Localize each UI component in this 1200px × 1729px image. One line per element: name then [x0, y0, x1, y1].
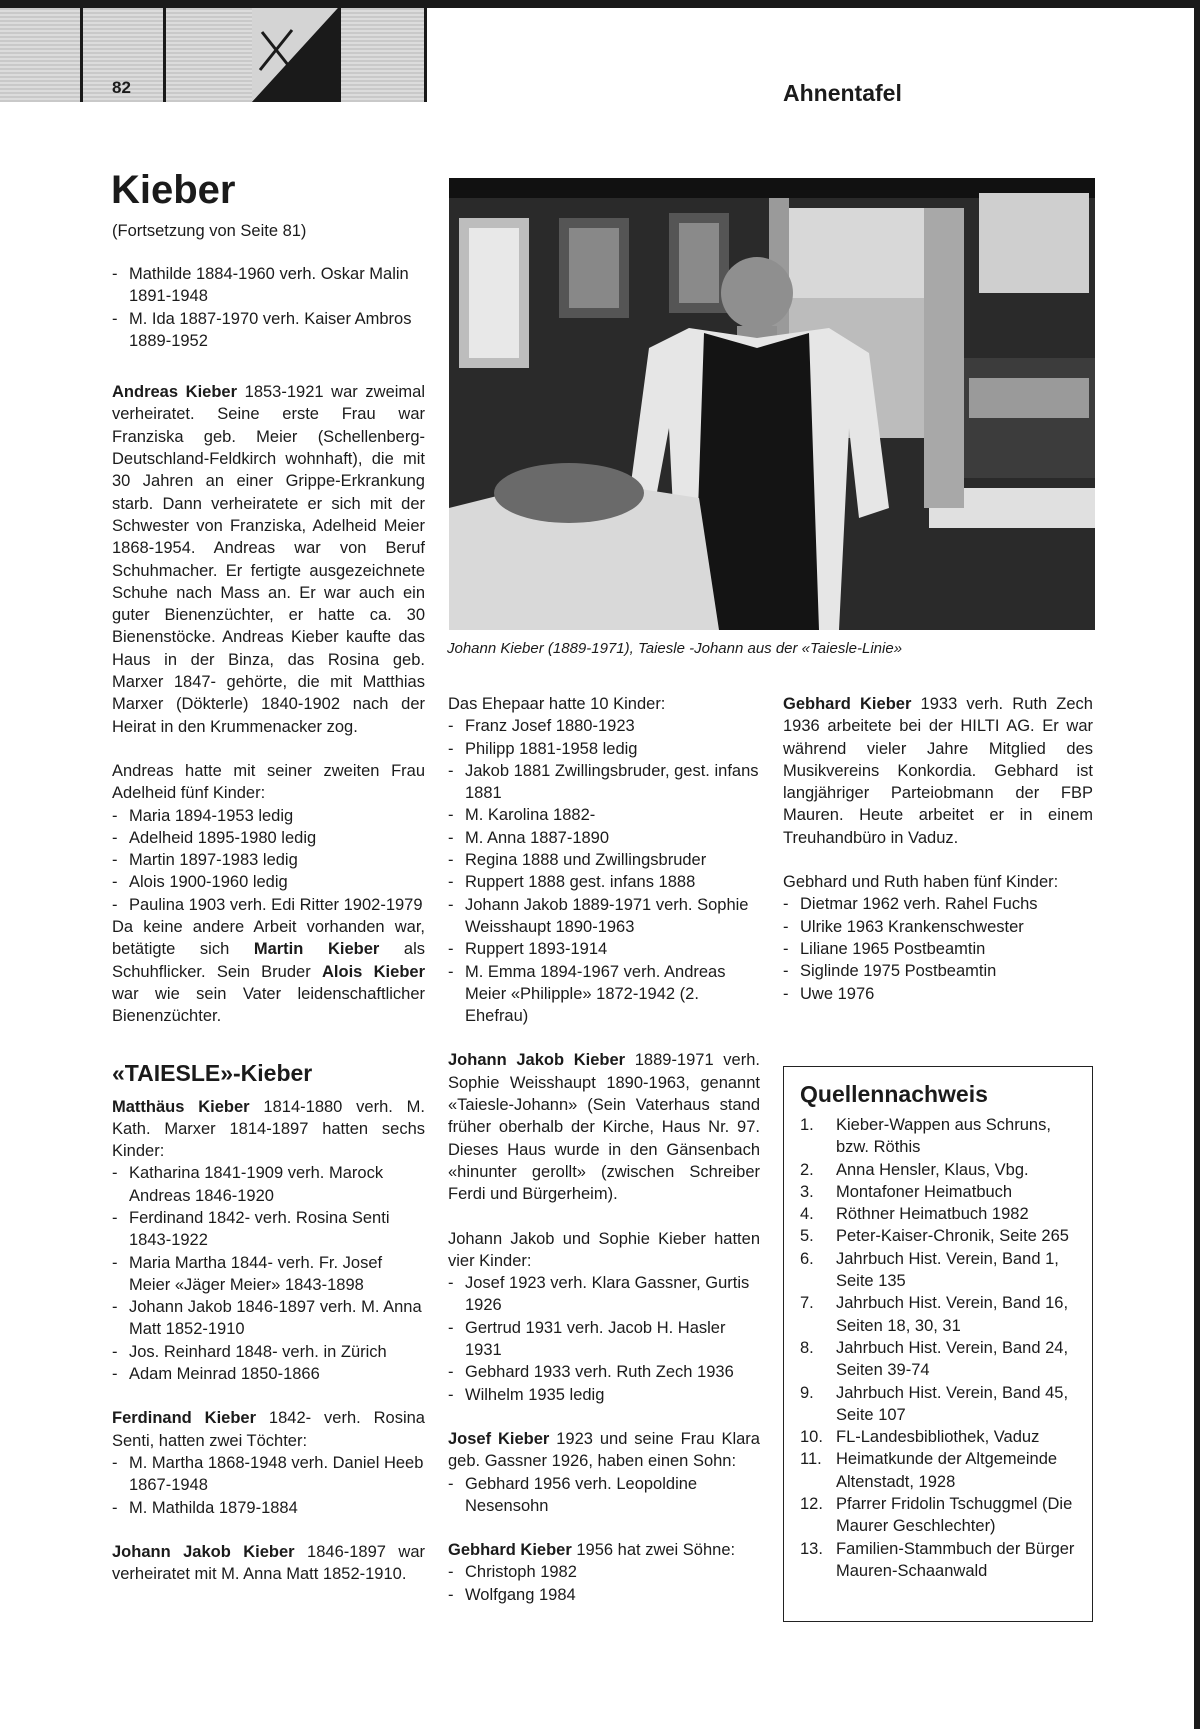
source-number: 2. [800, 1160, 814, 1179]
source-number: 12. [800, 1495, 823, 1514]
page-title: Kieber [111, 168, 236, 212]
paragraph: Johann Jakob und Sophie Kieber hatten vier Kinder: [448, 1229, 760, 1270]
source-item [800, 1538, 1076, 1583]
paragraph-text: war wie sein Vater leidenschaftlicher Bienenzüchter. [112, 984, 425, 1026]
list-item: - Ruppert 1893-1914 [448, 938, 760, 960]
list-item: - Johann Jakob 1889-1971 verh. Sophie Weisshaupt 1890-1963 [448, 894, 760, 939]
list-item: - Katharina 1841-1909 verh. Marock Andreas 1846-1920 [112, 1162, 425, 1207]
person-name: Josef Kieber [448, 1429, 550, 1448]
source-number: 6. [800, 1249, 814, 1268]
list-item: - Liliane 1965 Postbeamtin [783, 938, 1093, 960]
source-text: FL-Landesbibliothek, Vaduz [836, 1428, 1040, 1447]
page-number: 82 [112, 78, 131, 97]
paragraph: Das Ehepaar hatte 10 Kinder: [448, 695, 666, 713]
list-item: - Gebhard 1956 verh. Leopoldine Nesensohn [448, 1473, 760, 1518]
list-item: - Christoph 1982 [448, 1561, 760, 1583]
list-item: - Martin 1897-1983 ledig [112, 849, 425, 871]
source-number: 8. [800, 1338, 814, 1357]
header-divider [338, 8, 341, 102]
source-text: Pfarrer Fridolin Tschuggmel (Die Maurer Geschlechter) [836, 1495, 1073, 1536]
list-item: - Dietmar 1962 verh. Rahel Fuchs [783, 893, 1093, 915]
column-left [112, 263, 425, 1585]
paragraph [112, 916, 425, 1027]
paragraph: Andreas hatte mit seiner zweiten Frau Adelheid fünf Kinder: [112, 761, 425, 803]
list-item: - Gertrud 1931 verh. Jacob H. Hasler 1931 [448, 1317, 760, 1362]
list-item: - Jakob 1881 Zwillingsbruder, gest. infans 1881 [448, 760, 760, 805]
list-item: - M. Anna 1887-1890 [448, 827, 760, 849]
page-subtitle: (Fortsetzung von Seite 81) [112, 222, 307, 240]
paragraph [112, 381, 425, 738]
source-number: 3. [800, 1182, 814, 1201]
person-name: Andreas Kieber [112, 383, 238, 402]
page-edge [1194, 0, 1200, 1729]
sources-list [800, 1114, 1076, 1582]
header-divider [80, 8, 83, 102]
list-item: - Paulina 1903 verh. Edi Ritter 1902-1979 [112, 894, 425, 916]
source-number: 9. [800, 1383, 814, 1402]
source-number: 1. [800, 1116, 814, 1134]
source-item [800, 1114, 1076, 1159]
list-item: - Jos. Reinhard 1848- verh. in Zürich [112, 1341, 425, 1363]
list-item: - Maria Martha 1844- verh. Fr. Josef Meier «Jäger Meier» 1843-1898 [112, 1252, 425, 1297]
source-text: Familien-Stammbuch der Bürger Mauren-Schaanwald [836, 1539, 1075, 1580]
paragraph [112, 1096, 425, 1163]
section-heading: «TAIESLE»-Kieber [112, 1059, 313, 1086]
children-list [112, 805, 425, 916]
source-text: Jahrbuch Hist. Verein, Band 1, Seite 135 [836, 1249, 1059, 1291]
source-text: Heimatkunde der Altgemeinde Altenstadt, 1928 [836, 1450, 1058, 1491]
list-item: - M. Karolina 1882- [448, 804, 760, 826]
photo-caption: Johann Kieber (1889-1971), Taiesle -Johann aus der «Taiesle-Linie» [447, 640, 903, 657]
list-item: - Wilhelm 1935 ledig [448, 1384, 760, 1406]
paragraph [112, 1541, 425, 1586]
list-item: - Josef 1923 verh. Klara Gassner, Gurtis 1926 [448, 1272, 760, 1317]
person-name: Gebhard Kieber [783, 695, 912, 713]
list-item: - M. Ida 1887-1970 verh. Kaiser Ambros 1889-1952 [112, 308, 425, 353]
header-divider [424, 8, 427, 102]
source-number: 11. [800, 1450, 822, 1469]
paragraph-text: Da keine andere Arbeit vorhanden war, betätigte sich [112, 918, 425, 959]
paragraph-text: 1956 hat zwei Söhne: [571, 1541, 736, 1560]
source-text: Kieber-Wappen aus Schruns, bzw. Röthis [836, 1116, 1051, 1157]
children-list [448, 715, 760, 1027]
paragraph: Gebhard und Ruth haben fünf Kinder: [783, 873, 1059, 892]
list-item: - Uwe 1976 [783, 983, 1093, 1005]
source-item [800, 1225, 1076, 1247]
list-item: - M. Martha 1868-1948 verh. Daniel Heeb 1867-1948 [112, 1452, 425, 1497]
source-item [800, 1426, 1076, 1448]
person-name: Ferdinand Kieber [112, 1409, 257, 1428]
list-item: - Franz Josef 1880-1923 [448, 715, 760, 737]
paragraph-text: als Schuhflicker. Sein Bruder [112, 940, 425, 981]
column-middle [448, 693, 760, 1606]
paragraph [448, 1428, 760, 1473]
list-item: - M. Mathilda 1879-1884 [112, 1497, 425, 1519]
list-item: - Alois 1900-1960 ledig [112, 871, 425, 893]
children-list [112, 1452, 425, 1519]
list-item: - Siglinde 1975 Postbeamtin [783, 960, 1093, 982]
list-item: - Mathilde 1884-1960 verh. Oskar Malin 1891-1948 [112, 263, 425, 308]
person-name: Johann Jakob Kieber [448, 1051, 626, 1070]
list-item: - Wolfgang 1984 [448, 1584, 760, 1606]
top-border [0, 0, 1200, 8]
source-item [800, 1382, 1076, 1427]
source-text: Jahrbuch Hist. Verein, Band 24, Seiten 39-74 [836, 1338, 1069, 1380]
list-item: - Maria 1894-1953 ledig [112, 805, 425, 827]
source-item [800, 1203, 1076, 1225]
paragraph-text: 1814-1880 verh. M. Kath. Marxer 1814-1897 hatten sechs Kinder: [112, 1097, 426, 1161]
children-list [112, 1162, 425, 1385]
header-divider [163, 8, 166, 102]
children-list [448, 1561, 760, 1606]
list-item: - Gebhard 1933 verh. Ruth Zech 1936 [448, 1361, 760, 1383]
list-item: - Adam Meinrad 1850-1866 [112, 1363, 425, 1385]
source-number: 13. [800, 1539, 823, 1558]
sources-title: Quellennachweis [800, 1081, 988, 1107]
paragraph-text: 1889-1971 verh. Sophie Weisshaupt 1890-1963, genannt «Taiesle-Johann» (Sein Vaterhaus stand früher oberhalb der Kirche, Haus Nr. 97. Dieses Haus wurde in den Gänsenbach «hinunter gerollt» (zwischen Schreiber Ferdi und Bürgerheim). [448, 1051, 760, 1204]
source-item [800, 1181, 1076, 1203]
paragraph-text: 1923 und seine Frau Klara geb. Gassner 1926, haben einen Sohn: [448, 1429, 760, 1471]
children-list [783, 893, 1093, 1004]
source-item [800, 1292, 1076, 1337]
source-item [800, 1493, 1076, 1538]
list-item: - Johann Jakob 1846-1897 verh. M. Anna Matt 1852-1910 [112, 1296, 425, 1341]
source-text: Anna Hensler, Klaus, Vbg. [836, 1160, 1029, 1179]
source-number: 5. [800, 1227, 814, 1246]
source-number: 7. [800, 1294, 814, 1313]
sources-box [783, 1066, 1093, 1622]
list-item: - Regina 1888 und Zwillingsbruder [448, 849, 760, 871]
source-item [800, 1448, 1076, 1493]
list-item: - Adelheid 1895-1980 ledig [112, 827, 425, 849]
portrait-photo [449, 178, 1095, 630]
source-item [800, 1159, 1076, 1181]
paragraph-text: 1933 verh. Ruth Zech 1936 arbeitete bei der HILTI AG. Er war während vieler Jahre Mitglied des Musikvereins Konkordia. Gebhard ist langjähriger Parteiobmann der FBP Mauren. Heute arbeitet er in einem Treuhandbüro in Vaduz. [783, 695, 1093, 847]
column-right [783, 693, 1093, 1005]
paragraph [783, 693, 1093, 849]
source-text: Röthner Heimatbuch 1982 [836, 1205, 1029, 1224]
paragraph-text: 1853-1921 war zweimal verheiratet. Seine erste Frau war Franziska geb. Meier (Schellenberg-Deutschland-Feldkirch wohnhaft), die mit 30 Jahren an einer Grippe-Erkrankung starb. Dann verheiratete er sich mit der Schwester von Franziska, Adelheid Meier 1868-1954. Andreas war von Beruf Schuhmacher. Er fertigte ausgezeichnete Schuhe nach Mass an. Er war auch ein guter Bienenzüchter, er hatte ca. 30 Bienenstöcke. Andreas Kieber kaufte das Haus in der Binza, das Rosina geb. Marxer 1847- gehörte, die mit Matthias Marxer (Dökterle) 1840-1902 nach der Heirat in den Krummenacker zog. [112, 383, 425, 736]
person-name: Alois Kieber [322, 962, 425, 981]
continued-list [112, 263, 425, 352]
header-band [0, 8, 425, 102]
section-header: Ahnentafel [783, 80, 902, 106]
person-name: Martin Kieber [253, 940, 380, 959]
list-item: - Ulrike 1963 Krankenschwester [783, 916, 1093, 938]
coat-of-arms-emblem [252, 8, 338, 102]
person-name: Matthäus Kieber [112, 1097, 250, 1116]
children-list [448, 1473, 760, 1518]
person-name: Gebhard Kieber [448, 1541, 572, 1560]
source-text: Jahrbuch Hist. Verein, Band 16, Seiten 18, 30, 31 [836, 1294, 1069, 1335]
source-number: 4. [800, 1205, 814, 1224]
source-text: Montafoner Heimatbuch [836, 1182, 1013, 1201]
paragraph-text: 1846-1897 war verheiratet mit M. Anna Matt 1852-1910. [112, 1542, 425, 1584]
paragraph-text: 1842- verh. Rosina Senti, hatten zwei Töchter: [112, 1409, 425, 1450]
person-name: Johann Jakob Kieber [112, 1542, 295, 1561]
source-text: Peter-Kaiser-Chronik, Seite 265 [836, 1227, 1069, 1246]
photo-illustration [449, 178, 1095, 630]
list-item: - Ferdinand 1842- verh. Rosina Senti 1843-1922 [112, 1207, 425, 1252]
list-item: - Philipp 1881-1958 ledig [448, 738, 760, 760]
source-item [800, 1337, 1076, 1382]
children-list [448, 1272, 760, 1406]
source-item [800, 1248, 1076, 1293]
paragraph [112, 1407, 425, 1452]
list-item: - M. Emma 1894-1967 verh. Andreas Meier «Philipple» 1872-1942 (2. Ehefrau) [448, 961, 760, 1028]
source-text: Jahrbuch Hist. Verein, Band 45, Seite 107 [836, 1383, 1069, 1424]
paragraph [448, 1539, 760, 1561]
list-item: - Ruppert 1888 gest. infans 1888 [448, 871, 760, 893]
paragraph [448, 1049, 760, 1205]
source-number: 10. [800, 1428, 823, 1447]
